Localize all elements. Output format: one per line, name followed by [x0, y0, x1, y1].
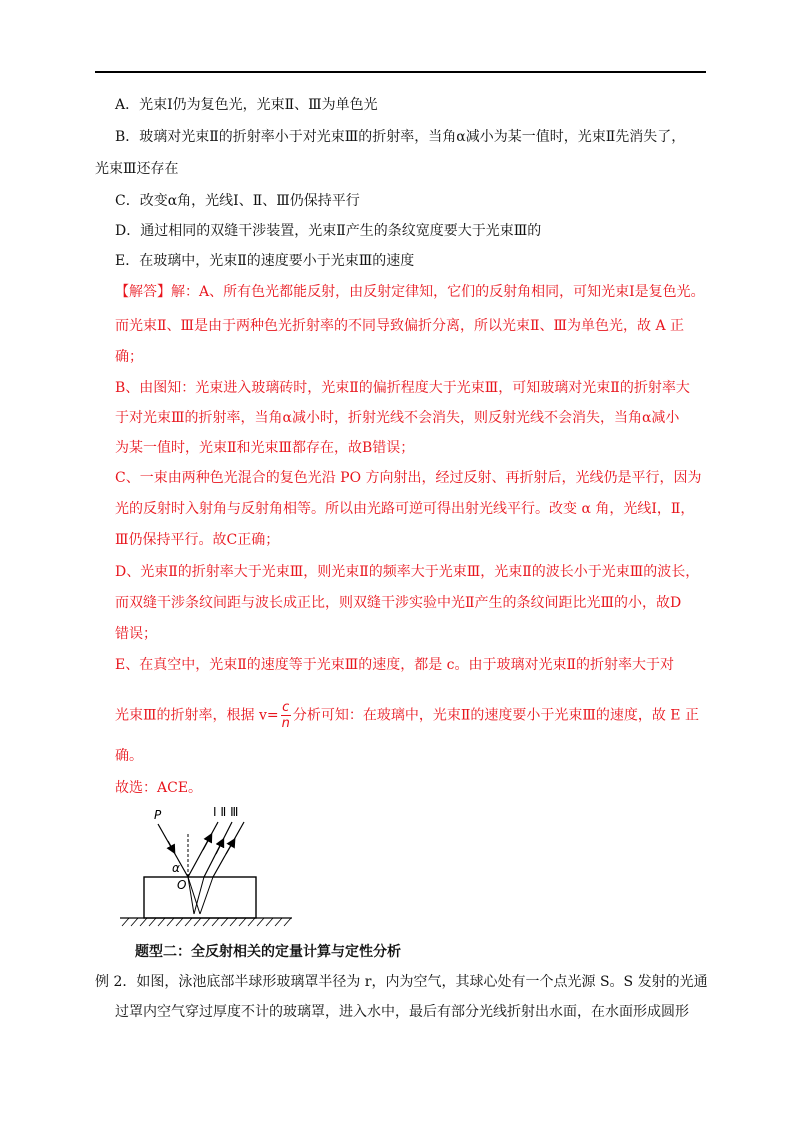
- answer-line-15: 确。: [115, 748, 143, 764]
- option-e: E．在玻璃中，光束Ⅱ的速度要小于光束Ⅲ的速度: [115, 253, 415, 269]
- answer-choice: 故选：ACE。: [115, 780, 203, 796]
- header-rule: [95, 71, 706, 73]
- option-c: C．改变α角，光线Ⅰ、Ⅱ、Ⅲ仍保持平行: [115, 193, 360, 209]
- answer-line-2: 而光束Ⅱ、Ⅲ是由于两种色光折射率的不同导致偏折分离，所以光束Ⅱ、Ⅲ为单色光，故 A 正: [115, 318, 685, 334]
- example-line-2: 过罩内空气穿过厚度不计的玻璃罩，进入水中，最后有部分光线折射出水面，在水面形成圆形: [115, 1004, 689, 1020]
- answer-line-6: 为某一值时，光束Ⅱ和光束Ⅲ都存在，故B错误；: [115, 440, 415, 456]
- answer-tag: 【解答】: [115, 284, 171, 300]
- fraction-c-over-n: $\frac{c}{n}$: [281, 700, 290, 731]
- answer-line-1: 【解答】解：A、所有色光都能反射，由反射定律知，它们的反射角相同，可知光束Ⅰ是复色光。: [115, 284, 705, 300]
- answer-line-5: 于对光束Ⅲ的折射率，当角α减小时，折射光线不会消失，则反射光线不会消失，当角α减小: [115, 410, 680, 426]
- answer-line-8: 光的反射时入射角与反射角相等。所以由光路可逆可得出射光线平行。改变 α 角，光线Ⅰ，Ⅱ，: [115, 501, 695, 517]
- option-d: D．通过相同的双缝干涉装置，光束Ⅱ产生的条纹宽度要大于光束Ⅲ的: [115, 223, 542, 239]
- option-b-cont: 光束Ⅲ还存在: [95, 161, 179, 177]
- label-o: O: [177, 878, 187, 892]
- answer-line-14: 光束Ⅲ的折射率，根据 v= $\frac{c}{n}$ 分析可知：在玻璃中，光束Ⅱ的速度要小于光束Ⅲ的速度，故 E 正: [115, 700, 699, 731]
- answer-line-4: B、由图知：光束进入玻璃砖时，光束Ⅱ的偏折程度大于光束Ⅲ，可知玻璃对光束Ⅱ的折射率大: [115, 380, 690, 396]
- answer-line-11: 而双缝干涉条纹间距与波长成正比，则双缝干涉实验中光Ⅱ产生的条纹间距比光Ⅲ的小，故D: [115, 595, 682, 611]
- answer-line-7: C、一束由两种色光混合的复色光沿 PO 方向射出，经过反射、再折射后，光线仍是平行，因为: [115, 470, 702, 486]
- glass-block: [144, 877, 256, 918]
- section-title: 题型二：全反射相关的定量计算与定性分析: [135, 944, 401, 960]
- label-beams: Ⅰ Ⅱ Ⅲ: [213, 805, 239, 819]
- label-alpha: α: [172, 861, 180, 875]
- refracted-paths: [188, 877, 213, 914]
- answer-line-10: D、光束Ⅱ的折射率大于光束Ⅲ，则光束Ⅱ的频率大于光束Ⅲ，光束Ⅱ的波长小于光束Ⅲ的波长，: [115, 564, 700, 580]
- example-line-1: 例 2．如图，泳池底部半球形玻璃罩半径为 r，内为空气，其球心处有一个点光源 S。S 发射的光通: [95, 974, 708, 990]
- option-a: A．光束Ⅰ仍为复色光，光束Ⅱ、Ⅲ为单色光: [115, 97, 378, 113]
- answer-line-3: 确；: [115, 349, 143, 365]
- answer-line-12: 错误；: [115, 626, 157, 642]
- label-p: P: [154, 808, 162, 822]
- answer-line-13: E、在真空中，光束Ⅱ的速度等于光束Ⅲ的速度，都是 c。由于玻璃对光束Ⅱ的折射率大于对: [115, 657, 675, 673]
- optics-diagram: [110, 800, 310, 930]
- option-b: B．玻璃对光束Ⅱ的折射率小于对光束Ⅲ的折射率，当角α减小为某一值时，光束Ⅱ先消失了，: [115, 129, 686, 145]
- ground-hatch: [122, 918, 291, 926]
- answer-line-9: Ⅲ仍保持平行。故C正确；: [115, 532, 280, 548]
